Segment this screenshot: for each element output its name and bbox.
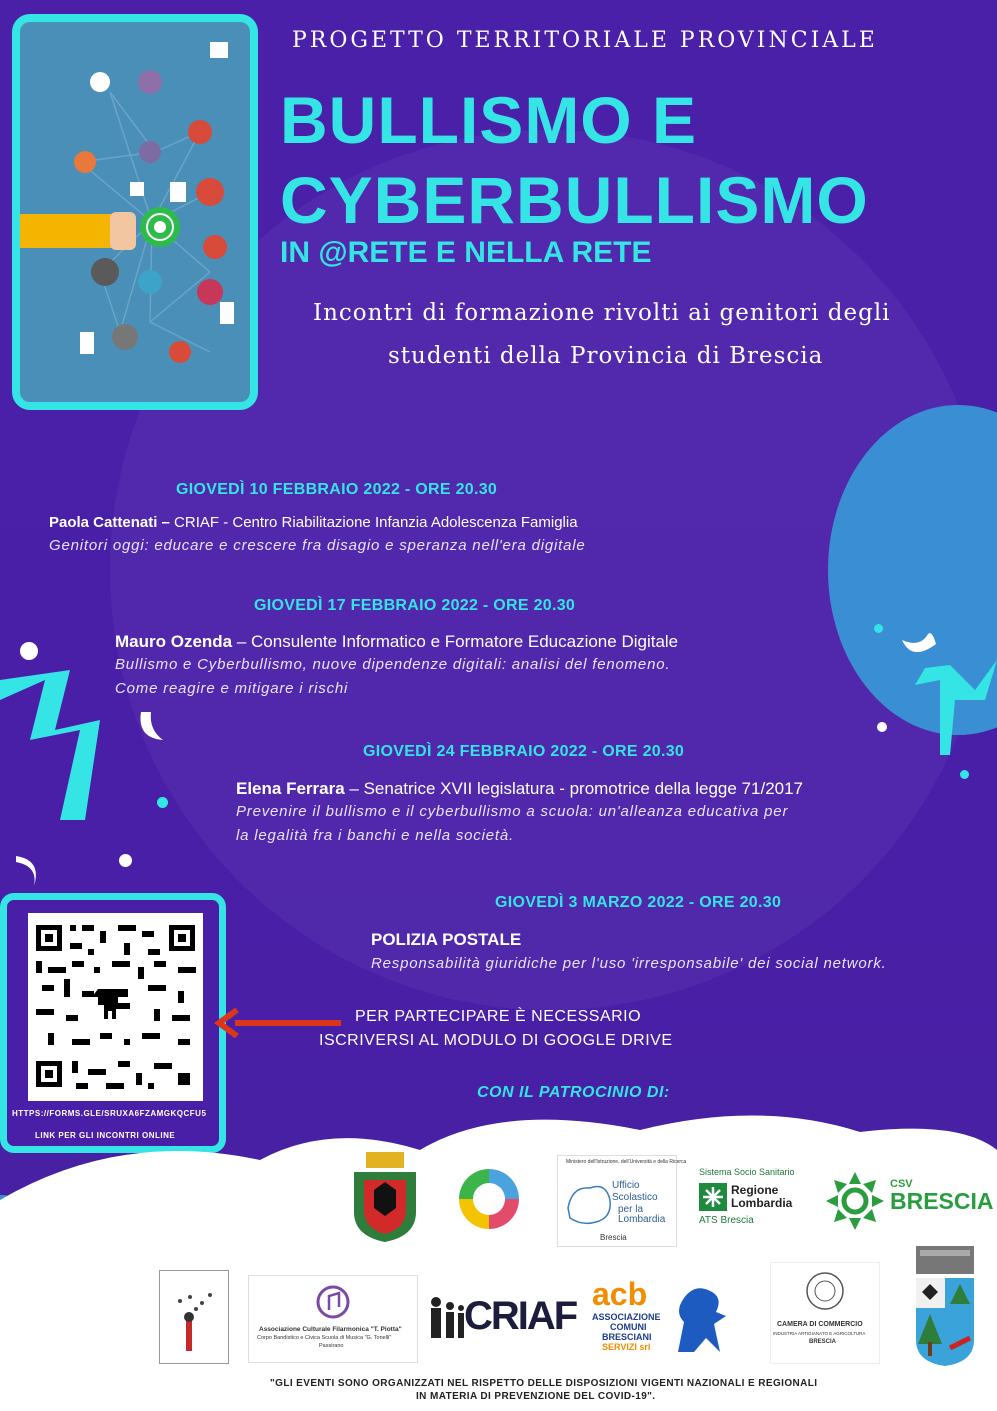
event-3-speaker: Elena Ferrara xyxy=(236,779,345,798)
qr-caption: LINK PER GLI INCONTRI ONLINE xyxy=(35,1131,176,1140)
dot-decoration xyxy=(119,854,132,867)
ats-line-1: Regione xyxy=(731,1183,779,1197)
event-1-topic: Genitori oggi: educare e crescere fra disagio e speranza nell'era digitale xyxy=(49,537,586,554)
criaf-name: CRIAF xyxy=(464,1294,577,1338)
ats-sub: ATS Brescia xyxy=(699,1215,754,1226)
qr-url[interactable]: HTTPS://FORMS.GLE/SRUXA6FZAMGKQCFU5 xyxy=(12,1109,207,1118)
crescent-decoration xyxy=(12,852,46,888)
swirl-icon xyxy=(824,1170,886,1232)
ufficio-scolastico-logo xyxy=(557,1155,687,1247)
ats-brescia-logo xyxy=(693,1165,805,1235)
music-note-icon xyxy=(315,1284,351,1320)
event-3-role: – Senatrice XVII legislatura - promotrice della legge 71/2017 xyxy=(344,779,804,798)
csv-name: CSV xyxy=(890,1178,913,1190)
event-1-role: CRIAF - Centro Riabilitazione Infanzia Adolescenza Famiglia xyxy=(169,514,578,531)
event-3-topic-1: Prevenire il bullismo e il cyberbullismo a scuola: un'alleanza educativa per xyxy=(236,803,789,820)
filarmonica-logo xyxy=(248,1275,418,1363)
qr-code[interactable] xyxy=(28,913,203,1101)
crescent-decoration xyxy=(135,708,167,744)
acb-name: acb xyxy=(592,1276,648,1312)
ats-header: Sistema Socio Sanitario xyxy=(699,1167,795,1177)
camera-line-2: BRESCIA xyxy=(809,1339,837,1345)
camera-name: CAMERA DI COMMERCIO xyxy=(777,1321,863,1328)
network-icon xyxy=(20,22,234,386)
dot-decoration xyxy=(960,770,969,779)
footer-line-2: IN MATERIA DI PREVENZIONE DEL COVID-19". xyxy=(416,1391,656,1402)
brescia-coat-of-arms-logo xyxy=(346,1152,424,1244)
event-4-speaker: POLIZIA POSTALE xyxy=(371,930,522,949)
phone-illustration xyxy=(12,14,258,410)
event-1-date: GIOVEDÌ 10 FEBBRAIO 2022 - ORE 20.30 xyxy=(176,481,498,498)
event-2-role: – Consulente Informatico e Formatore Educazione Digitale xyxy=(232,632,679,651)
dot-decoration xyxy=(874,624,883,633)
usr-line-1: Ufficio xyxy=(612,1180,640,1191)
subtitle: IN @RETE E NELLA RETE xyxy=(280,236,652,269)
patrocinio-label: CON IL PATROCINIO DI: xyxy=(477,1084,670,1101)
ministero-name: Ministero dell'Istruzione, dell'Università e della Ricerca xyxy=(566,1159,687,1165)
intro-line-2: studenti della Provincia di Brescia xyxy=(388,343,824,369)
footer-cloud xyxy=(0,1110,997,1411)
tree-coat-of-arms-icon xyxy=(910,1244,980,1368)
event-1-speaker: Paola Cattenati – xyxy=(49,514,170,531)
csv-line-1: BRESCIA xyxy=(890,1188,994,1214)
lombardia-map-icon xyxy=(562,1178,614,1228)
ats-line-2: Lombardia xyxy=(731,1196,793,1210)
csv-brescia-logo xyxy=(820,1168,994,1234)
event-2-topic-2: Come reagire e mitigare i rischi xyxy=(115,680,349,697)
usr-line-4: Lombardia xyxy=(618,1214,666,1225)
intro-line-1: Incontri di formazione rivolti ai genitori degli xyxy=(313,300,891,326)
crescent-decoration xyxy=(898,626,940,660)
zigzag-right-decoration xyxy=(915,660,997,760)
event-3-topic-2: la legalità fra i banchi e nella società. xyxy=(236,827,514,844)
event-4-topic: Responsabilità giuridiche per l'uso 'irresponsabile' dei social network. xyxy=(371,955,887,972)
camera-di-commercio-logo xyxy=(770,1262,880,1364)
registration-line-1: PER PARTECIPARE È NECESSARIO xyxy=(355,1008,642,1025)
colored-ring-icon xyxy=(455,1165,523,1233)
acb-line-4: SERVIZI srl xyxy=(602,1342,651,1352)
event-3-speaker-line xyxy=(236,779,803,799)
registration-line-2: ISCRIVERSI AL MODULO DI GOOGLE DRIVE xyxy=(319,1032,673,1049)
event-2-date: GIOVEDÌ 17 FEBBRAIO 2022 - ORE 20.30 xyxy=(254,597,576,614)
criaf-logo xyxy=(428,1290,577,1352)
coat-of-arms-icon xyxy=(346,1152,424,1244)
event-3-date: GIOVEDÌ 24 FEBBRAIO 2022 - ORE 20.30 xyxy=(363,743,685,760)
event-4-speaker-line xyxy=(371,930,521,950)
zigzag-left-decoration xyxy=(0,670,100,840)
qr-code-icon xyxy=(28,913,203,1101)
kicker-text: PROGETTO TERRITORIALE PROVINCIALE xyxy=(292,28,878,53)
event-2-speaker: Mauro Ozenda xyxy=(115,632,233,651)
dot-decoration xyxy=(20,642,38,660)
lion-icon xyxy=(670,1282,728,1354)
acb-logo xyxy=(590,1276,730,1356)
filarmonica-line-2: Passirano xyxy=(319,1343,344,1349)
footer-line-1: "GLI EVENTI SONO ORGANIZZATI NEL RISPETTO DELLE DISPOSIZIONI VIGENTI NAZIONALI E REGIONALI xyxy=(270,1378,818,1389)
ring-logo xyxy=(455,1165,523,1233)
painting-logo xyxy=(159,1270,229,1364)
event-4-date: GIOVEDÌ 3 MARZO 2022 - ORE 20.30 xyxy=(495,894,782,911)
camera-line-1: INDUSTRIA ARTIGIANATO E AGRICOLTURA xyxy=(773,1331,866,1336)
event-2-topic-1: Bullismo e Cyberbullismo, nuove dipendenze digitali: analisi del fenomeno. xyxy=(115,656,671,673)
filarmonica-line-1: Corpo Bandistico e Civica Scuola di Musica "G. Tonelli" xyxy=(257,1335,392,1341)
title-line-2: CYBERBULLISMO xyxy=(280,163,869,237)
acb-line-2: COMUNI xyxy=(610,1322,647,1332)
acb-line-1: ASSOCIAZIONE xyxy=(592,1312,661,1322)
painting-icon xyxy=(160,1271,228,1363)
seal-icon xyxy=(805,1269,845,1321)
dot-decoration xyxy=(157,797,168,808)
usr-city: Brescia xyxy=(600,1233,627,1242)
lombardia-rose-icon xyxy=(699,1183,727,1211)
filarmonica-name: Associazione Culturale Filarmonica "T. Piotta" xyxy=(259,1326,402,1333)
title-line-1: BULLISMO E xyxy=(280,83,697,157)
event-1-speaker-line xyxy=(49,514,578,531)
usr-line-2: Scolastico xyxy=(612,1192,658,1203)
usr-line-3: per la xyxy=(618,1204,644,1215)
acb-line-3: BRESCIANI xyxy=(602,1332,652,1342)
event-2-speaker-line xyxy=(115,632,678,652)
dot-decoration xyxy=(877,722,887,732)
municipal-coat-logo xyxy=(910,1244,980,1368)
people-icon xyxy=(428,1296,466,1344)
